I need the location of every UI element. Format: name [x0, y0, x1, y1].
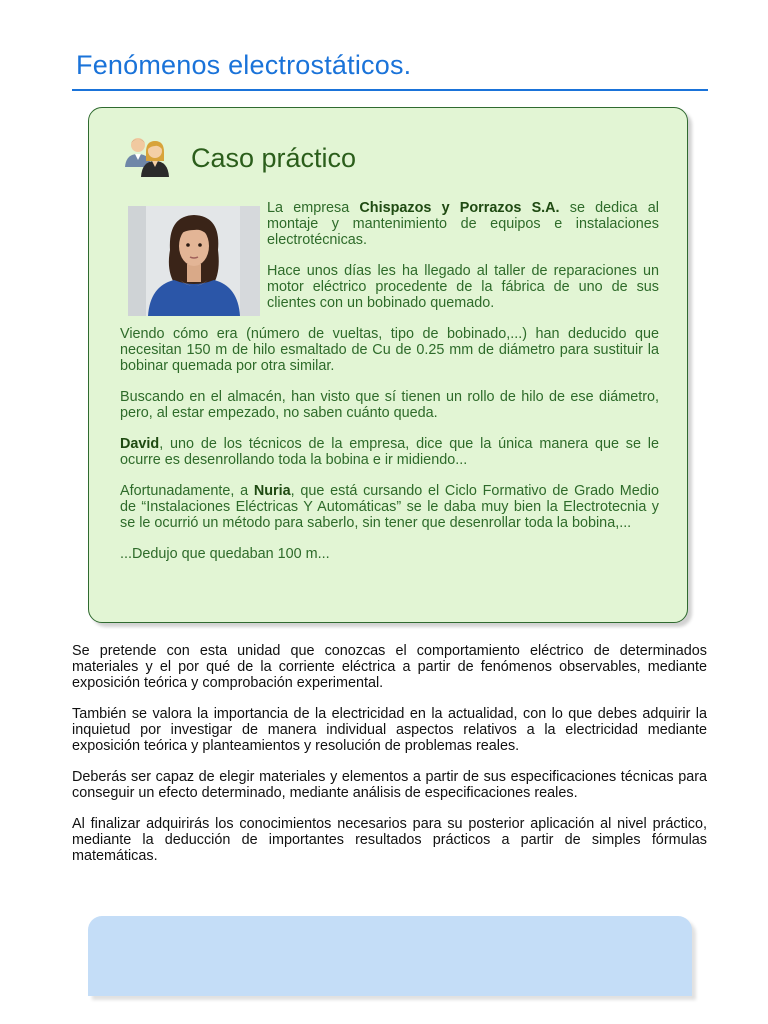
- case-paragraph-2: Hace unos días les ha llegado al taller de reparaciones un motor eléctrico procedente de la fábrica de uno de sus clientes con un bobinado quemado.: [267, 263, 659, 311]
- users-icon: [122, 134, 172, 178]
- case-paragraph-6: [120, 483, 659, 531]
- body-text: [72, 643, 707, 879]
- body-paragraph-1: Se pretende con esta unidad que conozcas el comportamiento eléctrico de determinados materiales y el por qué de la corriente eléctrica a partir de fenómenos observables, mediante exposición teórica y comprobación experimental.: [72, 643, 707, 691]
- body-paragraph-2: También se valora la importancia de la electricidad en la actualidad, con lo que debes adquirir la inquietud por investigar de manera individual aspectos relativos a la electricidad mediante exposición teórica y planteamientos y resolución de problemas reales.: [72, 706, 707, 754]
- woman-portrait: [128, 206, 260, 316]
- text-span: , que está cursando el Ciclo Formativo de Grado Medio de “Instalaciones Eléctricas Y Automáticas” se le daba muy bien la Electrotecnia y se le ocurrió un método para saberlo, sin tener que desenrollar toda la bobina,...: [120, 483, 660, 531]
- case-title: Caso práctico: [191, 143, 357, 173]
- case-text: [120, 200, 659, 577]
- info-box: [88, 916, 692, 996]
- person-name-david: David: [120, 436, 160, 452]
- body-paragraph-3: Deberás ser capaz de elegir materiales y elementos a partir de sus especificaciones técnicas para conseguir un efecto determinado, mediante análisis de especificaciones reales.: [72, 769, 707, 801]
- text-span: , uno de los técnicos de la empresa, dice que la única manera que se le ocurre es desenrollando toda la bobina e ir midiendo...: [120, 436, 659, 468]
- title-divider: [72, 89, 708, 91]
- text-span: se dedica al montaje y mantenimiento de equipos e instalaciones electrotécnicas.: [267, 200, 659, 248]
- person-name-nuria: Nuria: [253, 483, 291, 499]
- page-title: Fenómenos electrostáticos.: [76, 50, 412, 80]
- text-span: Afortunadamente, a: [120, 483, 254, 499]
- case-paragraph-3: Viendo cómo era (número de vueltas, tipo de bobinado,...) han deducido que necesitan 150 m de hilo esmaltado de Cu de 0.25 mm de diámetro para sustituir la bobinar quemada por otra similar.: [120, 326, 659, 374]
- case-paragraph-4: Buscando en el almacén, han visto que sí tienen un rollo de hilo de ese diámetro, pero, al estar empezado, no saben cuánto queda.: [120, 389, 659, 421]
- case-paragraph-7: ...Dedujo que quedaban 100 m...: [120, 546, 330, 562]
- text-span: La empresa: [267, 200, 360, 216]
- body-paragraph-4: Al finalizar adquirirás los conocimientos necesarios para su posterior aplicación al nivel práctico, mediante la deducción de importantes resultados prácticos a partir de simples fórmulas matemáticas.: [72, 816, 707, 864]
- case-practice-box: [88, 107, 688, 623]
- company-name: Chispazos y Porrazos S.A.: [359, 200, 560, 216]
- case-paragraph-5: [120, 436, 659, 468]
